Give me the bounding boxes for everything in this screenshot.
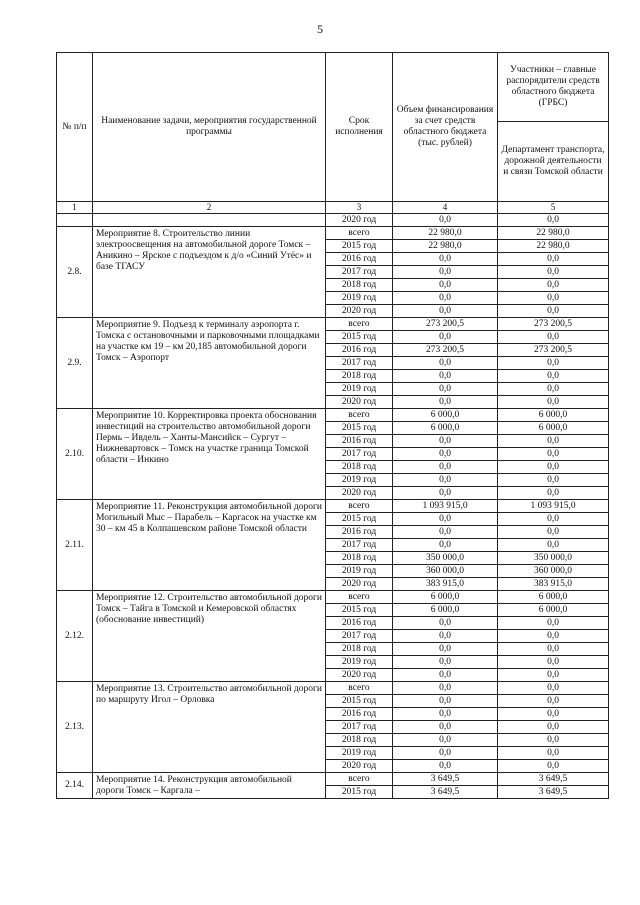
dept-cell: 3 649,5	[498, 773, 609, 786]
table-row	[57, 591, 609, 604]
year-cell: 2016 год	[326, 617, 393, 630]
col-number-5: 5	[498, 202, 609, 214]
col-number-3: 3	[326, 202, 393, 214]
amount-cell: 0,0	[393, 370, 498, 383]
dept-cell: 3 649,5	[498, 786, 609, 799]
measure-title: Мероприятие 8. Строительство линии электроосвещения на автомобильной дороге Томск – Аникино – Ярское с подъездом к д/о «Синий Утёс» и базе ТГАСУ	[93, 227, 326, 318]
year-cell: 2017 год	[326, 266, 393, 279]
amount-cell: 0,0	[393, 617, 498, 630]
amount-cell: 350 000,0	[393, 552, 498, 565]
year-cell: 2019 год	[326, 656, 393, 669]
year-cell: всего	[326, 682, 393, 695]
year-cell: 2017 год	[326, 721, 393, 734]
amount-cell: 0,0	[393, 695, 498, 708]
table-row	[57, 500, 609, 513]
year-cell: 2015 год	[326, 331, 393, 344]
header-col-name: Наименование задачи, мероприятия государственной программы	[93, 53, 326, 202]
dept-cell: 0,0	[498, 760, 609, 773]
amount-cell: 3 649,5	[393, 786, 498, 799]
measure-index: 2.13.	[57, 682, 93, 773]
dept-cell: 22 980,0	[498, 227, 609, 240]
dept-cell: 0,0	[498, 214, 609, 227]
year-cell: 2016 год	[326, 708, 393, 721]
amount-cell: 0,0	[393, 708, 498, 721]
amount-cell: 3 649,5	[393, 773, 498, 786]
amount-cell: 0,0	[393, 461, 498, 474]
amount-cell: 273 200,5	[393, 318, 498, 331]
dept-cell: 0,0	[498, 513, 609, 526]
dept-cell: 6 000,0	[498, 604, 609, 617]
header-col-department: Департамент транспорта, дорожной деятельности и связи Томской области	[498, 122, 609, 202]
dept-cell: 0,0	[498, 487, 609, 500]
dept-cell: 0,0	[498, 682, 609, 695]
amount-cell: 0,0	[393, 526, 498, 539]
header-col-term: Срок исполнения	[326, 53, 393, 202]
amount-cell: 1 093 915,0	[393, 500, 498, 513]
measure-title: Мероприятие 13. Строительство автомобильной дороги по маршруту Игол – Орловка	[93, 682, 326, 773]
year-cell: всего	[326, 500, 393, 513]
header-col-financing: Объем финансирования за счет средств областного бюджета (тыс. рублей)	[393, 53, 498, 202]
amount-cell: 0,0	[393, 721, 498, 734]
measure-index: 2.10.	[57, 409, 93, 500]
year-cell: 2020 год	[326, 578, 393, 591]
measure-index: 2.9.	[57, 318, 93, 409]
dept-cell: 0,0	[498, 253, 609, 266]
year-cell: 2016 год	[326, 344, 393, 357]
year-cell: 2020 год	[326, 396, 393, 409]
header-col-participants: Участники – главные распорядители средств областного бюджета (ГРБС)	[498, 53, 609, 122]
year-cell: 2018 год	[326, 370, 393, 383]
amount-cell: 0,0	[393, 630, 498, 643]
dept-cell: 0,0	[498, 695, 609, 708]
dept-cell: 0,0	[498, 643, 609, 656]
amount-cell: 273 200,5	[393, 344, 498, 357]
dept-cell: 0,0	[498, 734, 609, 747]
amount-cell: 0,0	[393, 539, 498, 552]
dept-cell: 0,0	[498, 526, 609, 539]
dept-cell: 0,0	[498, 617, 609, 630]
dept-cell: 350 000,0	[498, 552, 609, 565]
year-cell: 2019 год	[326, 565, 393, 578]
amount-cell: 0,0	[393, 383, 498, 396]
year-cell: всего	[326, 318, 393, 331]
dept-cell: 0,0	[498, 708, 609, 721]
table-row	[57, 318, 609, 331]
measure-title: Мероприятие 9. Подъезд к терминалу аэропорта г. Томска с остановочными и парковочными площадками на участке км 19 – км 20,185 автомобильной дороги Томск – Аэропорт	[93, 318, 326, 409]
dept-cell: 6 000,0	[498, 422, 609, 435]
col-number-2: 2	[93, 202, 326, 214]
amount-cell: 0,0	[393, 253, 498, 266]
year-cell: 2020 год	[326, 487, 393, 500]
table-row	[57, 409, 609, 422]
col-number-1: 1	[57, 202, 93, 214]
amount-cell: 383 915,0	[393, 578, 498, 591]
amount-cell: 0,0	[393, 435, 498, 448]
dept-cell: 0,0	[498, 461, 609, 474]
amount-cell: 0,0	[393, 266, 498, 279]
amount-cell: 0,0	[393, 643, 498, 656]
measure-title: Мероприятие 11. Реконструкция автомобильной дороги Могильный Мыс – Парабель – Каргасок на участке км 30 – км 45 в Колпашевском районе Томской области	[93, 500, 326, 591]
year-cell: 2019 год	[326, 474, 393, 487]
amount-cell: 0,0	[393, 214, 498, 227]
year-cell: 2020 год	[326, 214, 393, 227]
dept-cell: 383 915,0	[498, 578, 609, 591]
financing-table	[56, 52, 609, 799]
year-cell: всего	[326, 773, 393, 786]
amount-cell: 0,0	[393, 513, 498, 526]
year-cell: 2015 год	[326, 240, 393, 253]
amount-cell: 0,0	[393, 487, 498, 500]
dept-cell: 0,0	[498, 305, 609, 318]
dept-cell: 0,0	[498, 292, 609, 305]
year-cell: 2018 год	[326, 643, 393, 656]
amount-cell: 0,0	[393, 734, 498, 747]
dept-cell: 0,0	[498, 448, 609, 461]
year-cell: 2019 год	[326, 747, 393, 760]
measure-index: 2.11.	[57, 500, 93, 591]
table-row	[57, 773, 609, 786]
table-body	[57, 214, 609, 799]
amount-cell: 0,0	[393, 682, 498, 695]
measure-index: 2.8.	[57, 227, 93, 318]
amount-cell: 6 000,0	[393, 409, 498, 422]
page-number: 5	[317, 22, 323, 36]
year-cell: 2018 год	[326, 279, 393, 292]
amount-cell: 0,0	[393, 760, 498, 773]
table-row	[57, 214, 609, 227]
table-row	[57, 682, 609, 695]
index-cell	[57, 214, 93, 227]
amount-cell: 0,0	[393, 279, 498, 292]
dept-cell: 6 000,0	[498, 409, 609, 422]
measure-cell	[93, 214, 326, 227]
amount-cell: 0,0	[393, 305, 498, 318]
year-cell: 2016 год	[326, 253, 393, 266]
dept-cell: 0,0	[498, 669, 609, 682]
year-cell: 2018 год	[326, 734, 393, 747]
dept-cell: 0,0	[498, 435, 609, 448]
amount-cell: 0,0	[393, 474, 498, 487]
amount-cell: 22 980,0	[393, 240, 498, 253]
dept-cell: 0,0	[498, 656, 609, 669]
header-col-number: № п/п	[57, 53, 93, 202]
dept-cell: 0,0	[498, 630, 609, 643]
table-row	[57, 227, 609, 240]
dept-cell: 1 093 915,0	[498, 500, 609, 513]
dept-cell: 0,0	[498, 357, 609, 370]
year-cell: 2019 год	[326, 383, 393, 396]
year-cell: 2015 год	[326, 422, 393, 435]
year-cell: 2018 год	[326, 552, 393, 565]
year-cell: всего	[326, 591, 393, 604]
year-cell: 2019 год	[326, 292, 393, 305]
dept-cell: 273 200,5	[498, 318, 609, 331]
amount-cell: 360 000,0	[393, 565, 498, 578]
year-cell: 2017 год	[326, 539, 393, 552]
dept-cell: 0,0	[498, 266, 609, 279]
year-cell: 2020 год	[326, 760, 393, 773]
measure-index: 2.12.	[57, 591, 93, 682]
year-cell: 2015 год	[326, 604, 393, 617]
year-cell: всего	[326, 409, 393, 422]
dept-cell: 0,0	[498, 370, 609, 383]
dept-cell: 273 200,5	[498, 344, 609, 357]
year-cell: 2017 год	[326, 357, 393, 370]
dept-cell: 6 000,0	[498, 591, 609, 604]
measure-title: Мероприятие 14. Реконструкция автомобильной дороги Томск – Каргала –	[93, 773, 326, 799]
year-cell: 2016 год	[326, 526, 393, 539]
amount-cell: 6 000,0	[393, 422, 498, 435]
year-cell: 2020 год	[326, 305, 393, 318]
dept-cell: 0,0	[498, 721, 609, 734]
measure-index: 2.14.	[57, 773, 93, 799]
year-cell: 2015 год	[326, 786, 393, 799]
amount-cell: 0,0	[393, 448, 498, 461]
amount-cell: 0,0	[393, 747, 498, 760]
measure-title: Мероприятие 12. Строительство автомобильной дороги Томск – Тайга в Томской и Кемеровской областях (обоснование инвестиций)	[93, 591, 326, 682]
year-cell: 2018 год	[326, 461, 393, 474]
dept-cell: 0,0	[498, 396, 609, 409]
amount-cell: 0,0	[393, 656, 498, 669]
amount-cell: 22 980,0	[393, 227, 498, 240]
year-cell: 2016 год	[326, 435, 393, 448]
measure-title: Мероприятие 10. Корректировка проекта обоснования инвестиций на строительство автомобильной дороги Пермь – Ивдель – Ханты-Мансийск – Сургут – Нижневартовск – Томск на участке граница Томской области – Инкино	[93, 409, 326, 500]
dept-cell: 360 000,0	[498, 565, 609, 578]
dept-cell: 0,0	[498, 539, 609, 552]
year-cell: 2015 год	[326, 695, 393, 708]
amount-cell: 0,0	[393, 357, 498, 370]
dept-cell: 22 980,0	[498, 240, 609, 253]
amount-cell: 6 000,0	[393, 604, 498, 617]
year-cell: всего	[326, 227, 393, 240]
col-number-4: 4	[393, 202, 498, 214]
amount-cell: 0,0	[393, 669, 498, 682]
year-cell: 2017 год	[326, 630, 393, 643]
dept-cell: 0,0	[498, 331, 609, 344]
year-cell: 2020 год	[326, 669, 393, 682]
dept-cell: 0,0	[498, 474, 609, 487]
dept-cell: 0,0	[498, 383, 609, 396]
amount-cell: 0,0	[393, 396, 498, 409]
amount-cell: 0,0	[393, 331, 498, 344]
dept-cell: 0,0	[498, 747, 609, 760]
amount-cell: 6 000,0	[393, 591, 498, 604]
amount-cell: 0,0	[393, 292, 498, 305]
year-cell: 2017 год	[326, 448, 393, 461]
dept-cell: 0,0	[498, 279, 609, 292]
year-cell: 2015 год	[326, 513, 393, 526]
